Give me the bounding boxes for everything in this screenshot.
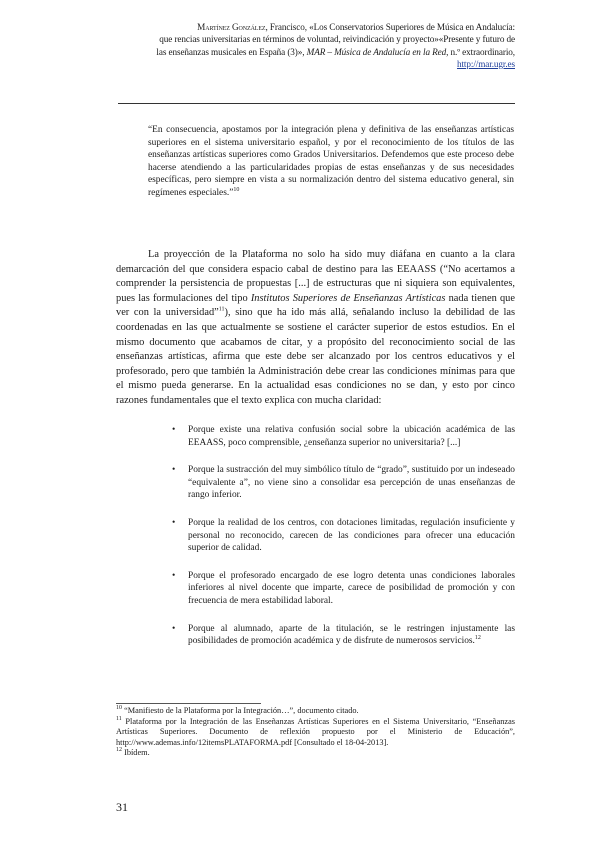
bullet-marker: • [172,570,176,581]
footnote-ref-10[interactable]: 10 [233,186,240,193]
paragraph-text: ), sino que ha ido más allá, señalando incluso la debilidad de las coordenadas en las que actualmente se sostiene el carácter superior de estos estudios. En el mismo documento que acabamos de citar, y a propósito del reconocimiento social de las enseñanzas artísticas, afirma que este debe ser alcanzado por los centros educativos y el profesorado, pero que también la Administración debe crear las condiciones mínimas para que el mismo pueda generarse. En la actualidad esas condiciones no se dan, y esto por cinco razones fundamentales que el texto explica con mucha claridad: [116,307,515,406]
footnote-12 [116,748,515,759]
footnote-number: 10 [116,705,122,712]
list-item [172,570,515,608]
list-item-text: Porque el profesorado encargado de ese logro detenta unas condiciones laborales inferiores al nivel docente que imparte, carece de posibilidad de promoción y con frecuencia de mera estabilidad laboral. [188,570,515,606]
bullet-marker: • [172,465,176,476]
footnote-ref-12[interactable]: 12 [474,635,481,641]
body-paragraph [116,248,515,409]
list-item-text: Porque la realidad de los centros, con dotaciones limitadas, regulación insuficiente y personal no reconocido, carecen de las condiciones para ofrecer una educación superior de calidad. [188,517,515,554]
footnotes [116,706,515,759]
reasons-list [172,424,515,663]
footnote-number: 11 [116,715,122,722]
footnote-text: Ibídem. [122,748,150,758]
page-number: 31 [116,800,128,814]
footnote-text: Plataforma por la Integración de las Enseñanzas Artísticas Superiores en el Sistema Universitario, “Enseñanzas Artísticas Superiores. Documento de reflexión propuesto por el Ministerio de Educación”, http://www.ademas.info/12itemsPLATAFORMA.pdf [Consultado el 18-04-2013]. [116,716,515,747]
italic-term: Institutos Superiores de Enseñanzas Artísticas [250,292,446,304]
header-link[interactable]: http://mar.ugr.es [456,58,515,69]
header-author: Martínez González [197,22,266,32]
quote-text: “En consecuencia, apostamos por la integración plena y definitiva de las enseñanzas artísticas superiores en el sistema universitario español, y por el reconocimiento de los títulos de las enseñanzas artísticas superiores como Grados Universitarios. Defendemos que este proceso debe hacerse atendiendo a las particularidades propias de estas enseñanzas y de sus necesidades específicas, pero siempre en vista a su normalización dentro del sistema educativo general, sin regímenes especiales.” [148,125,514,198]
footnote-10 [116,706,515,717]
footnote-number: 12 [116,747,122,754]
list-item [172,464,515,502]
list-item-text: Porque existe una relativa confusión social sobre la ubicación académica de las EEAASS, poco comprensible, ¿enseñanza superior no universitaria? [...] [188,425,515,448]
header-rule [118,103,515,104]
bullet-marker: • [172,425,176,435]
header-line-3 [100,46,515,58]
footnote-ref-11[interactable]: 11 [218,306,225,313]
paragraph-text: nada tienen que ver con la universidad” [116,292,515,319]
header-line-1 [100,21,515,33]
bullet-marker: • [172,517,176,528]
paragraph [116,248,515,409]
footnote-11 [116,717,515,749]
paragraph-text: La proyección de la Plataforma no solo ha sido muy diáfana en cuanto a la clara demarcación del que considera espacio cabal de destino para las EEAASS (“No acertamos a comprender la persistencia de propuestas [...] de estructuras que ni siquiera son equivalentes, pues las formulaciones del tipo [116,249,515,304]
list-item-text: Porque la sustracción del muy simbólico título de “grado”, sustituido por un indeseado “equivalente a”, no viene sino a consolidar esa percepción de unas enseñanzas de rango inferior. [188,465,515,501]
running-header [100,21,515,70]
header-line-2: que rencias universitarias en términos de voluntad, reivindicación y proyecto»«Presente y futuro de [159,34,515,45]
list-item [172,424,515,449]
footnote-separator [116,703,261,704]
header-journal-title: MAR – Música de Andalucía en la Red [306,46,447,57]
header-citation-mid: las enseñanzas musicales en España (3)», [156,46,307,57]
header-line-4 [100,58,515,70]
header-issue: , n.º extraordinario, [446,46,515,57]
list-item [172,517,515,555]
list-item [172,623,515,648]
block-quote [148,124,514,200]
list-item-text: Porque al alumnado, aparte de la titulación, se le restringen injustamente las posibilidades de promoción académica y de disfrute de numerosos servicios. [188,623,515,647]
header-citation-start: , Francisco, «Los Conservatorios Superiores de Música en Andalucía: [265,22,515,32]
footnote-text: “Manifiesto de la Plataforma por la Integración…”, documento citado. [122,706,359,715]
bullet-marker: • [172,623,176,634]
